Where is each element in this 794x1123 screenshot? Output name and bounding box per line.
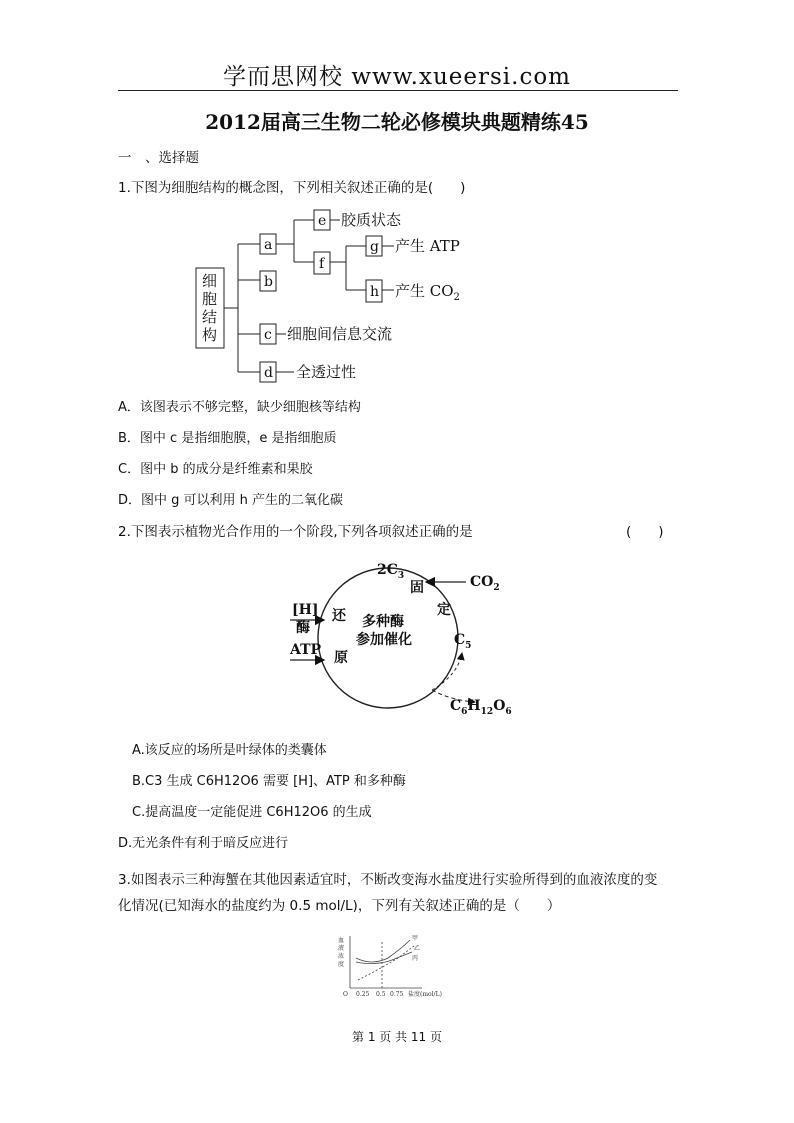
q2-option-a: A.该反应的场所是叶绿体的类囊体 xyxy=(132,743,327,758)
center-label-2: 参加催化 xyxy=(356,632,412,648)
legend-yi: 乙 xyxy=(414,945,421,952)
root-char-4: 构 xyxy=(202,326,218,344)
fix-char-1: 固 xyxy=(410,580,424,596)
h-label: 产生 $CO_2$ xyxy=(395,282,460,303)
node-h: h xyxy=(370,284,380,300)
q1-option-a: A．该图表示不够完整，缺少细胞核等结构 xyxy=(118,400,361,415)
q3-stem-line-1: 3.如图表示三种海蟹在其他因素适宜时，不断改变海水盐度进行实验所得到的血液浓度的变 xyxy=(118,872,658,888)
g-label: 产生 ATP xyxy=(395,237,460,255)
y-label-char-3: 浓 xyxy=(338,953,345,960)
node-f: f xyxy=(319,256,325,272)
glucose-label: $C_6H_{12}O_6$ xyxy=(450,698,512,717)
section-heading: 一 、选择题 xyxy=(118,150,199,166)
q2-calvin-cycle-diagram xyxy=(280,550,520,720)
root-char-2: 胞 xyxy=(202,290,218,308)
q2-option-c: C.提高温度一定能促进 C6H12O6 的生成 xyxy=(132,805,372,820)
q3-stem-line-2: 化情况(已知海水的盐度约为 0.5 mol/L)，下列有关叙述正确的是（ ） xyxy=(118,898,561,914)
tick-label-2: 0.5 xyxy=(376,991,386,998)
node-d: d xyxy=(264,365,273,381)
series-jia-line xyxy=(356,940,410,962)
header-divider xyxy=(118,90,678,91)
q3-salinity-chart xyxy=(332,928,462,1000)
reduction-char-2: 原 xyxy=(334,650,348,666)
node-e: e xyxy=(318,213,327,229)
q1-option-b: B．图中 c 是指细胞膜，e 是指细胞质 xyxy=(118,431,337,446)
enzyme-label: 酶 xyxy=(296,620,310,636)
center-label-1: 多种酶 xyxy=(362,614,404,630)
tick-label-1: 0.25 xyxy=(356,991,370,998)
q1-option-c: C．图中 b 的成分是纤维素和果胶 xyxy=(118,462,313,477)
node-g: g xyxy=(370,239,379,255)
document-title: 2012届高三生物二轮必修模块典题精练45 xyxy=(205,110,589,134)
tick-label-3: 0.75 xyxy=(390,991,404,998)
root-char-3: 结 xyxy=(202,308,218,326)
nadph-label: [H] xyxy=(292,602,319,618)
q2-option-d: D.无光条件有利于暗反应进行 xyxy=(118,836,289,851)
c-label: 细胞间信息交流 xyxy=(287,325,393,343)
q2-option-b: B.C3 生成 C6H12O6 需要 [H]、ATP 和多种酶 xyxy=(132,774,406,789)
q2-answer-bracket: ( ) xyxy=(626,524,664,540)
q1-concept-diagram xyxy=(190,204,490,384)
series-bing-line xyxy=(358,946,414,980)
legend-bing: 丙 xyxy=(412,955,419,962)
legend-jia: 甲 xyxy=(412,935,419,942)
y-label-char-1: 血 xyxy=(338,937,345,944)
page-footer: 第 1 页 共 11 页 xyxy=(352,1030,442,1044)
co2-label: $CO_2$ xyxy=(470,574,500,593)
node-c: c xyxy=(264,327,272,343)
atp-label: ATP xyxy=(290,642,322,658)
x-axis-label: 盐度(mol/L) xyxy=(408,991,442,998)
y-label-char-2: 液 xyxy=(338,945,345,952)
d-label: 全透过性 xyxy=(296,363,357,381)
page-header: 学而思网校 www.xueersi.com xyxy=(223,64,571,90)
node-b: b xyxy=(264,274,273,290)
q1-stem: 1.下图为细胞结构的概念图，下列相关叙述正确的是( ) xyxy=(118,180,466,196)
c3-label: $2C_3$ xyxy=(377,562,405,581)
reduction-char-1: 还 xyxy=(332,608,346,624)
node-a: a xyxy=(264,237,273,253)
c5-label: $C_5$ xyxy=(454,632,472,651)
fix-char-2: 定 xyxy=(437,602,451,618)
e-label: 胶质状态 xyxy=(341,211,402,229)
y-label-char-4: 度 xyxy=(338,961,345,968)
origin-label: O xyxy=(343,991,348,998)
q1-option-d: D．图中 g 可以利用 h 产生的二氧化碳 xyxy=(118,493,344,508)
q2-stem: 2.下图表示植物光合作用的一个阶段,下列各项叙述正确的是 xyxy=(118,524,473,540)
root-char-1: 细 xyxy=(202,272,218,290)
